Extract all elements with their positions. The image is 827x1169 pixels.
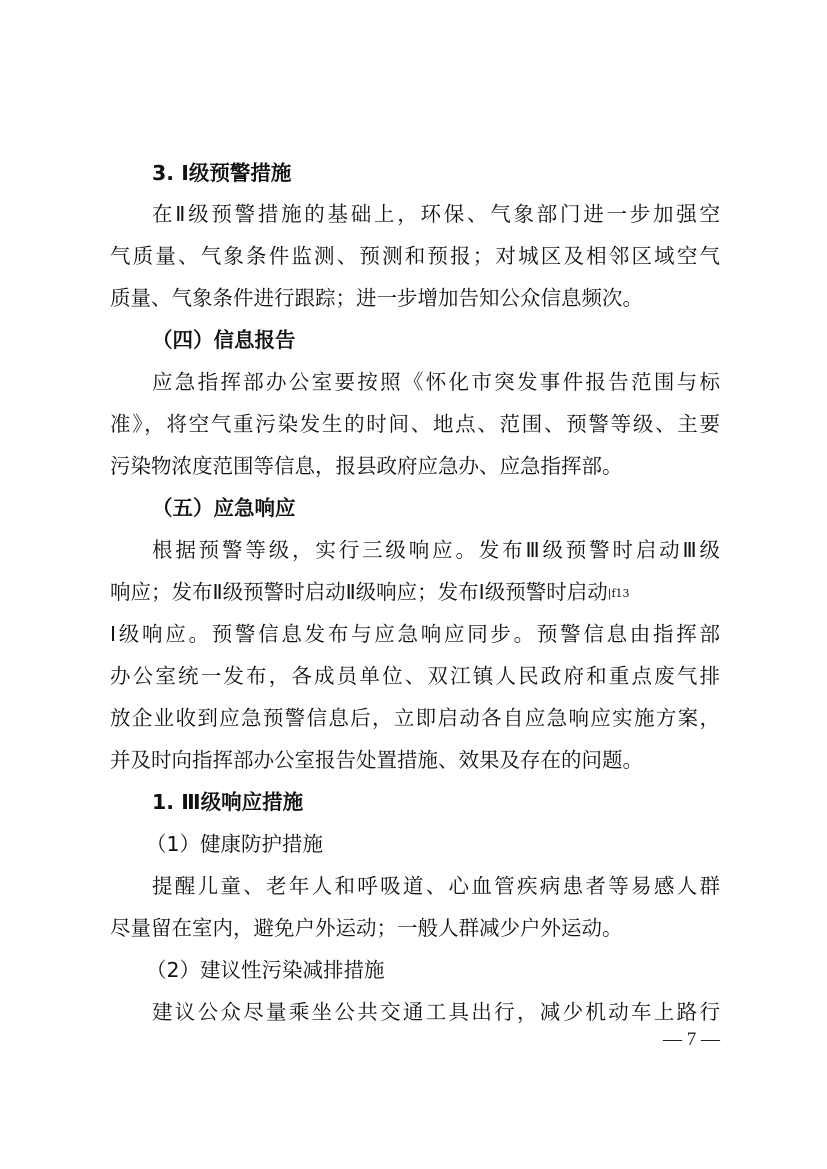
paragraph-line: 根据预警等级，实行三级响应。发布Ⅲ级预警时启动Ⅲ级	[152, 538, 720, 562]
heading-level3-response-measures: 1. Ⅲ级响应措施	[152, 790, 304, 814]
paragraph-line: 提醒儿童、老年人和呼吸道、心血管疾病患者等易感人群	[152, 874, 720, 898]
paragraph-line-text: 响应；发布Ⅱ级预警时启动Ⅱ级响应；发布Ⅰ级预警时启动	[110, 580, 608, 604]
subheading-health-protection: （1）健康防护措施	[146, 832, 324, 856]
paragraph-line: 气质量、气象条件监测、预测和预报；对城区及相邻区域空气	[110, 244, 720, 268]
heading-information-report: （四）信息报告	[152, 328, 296, 352]
heading-emergency-response: （五）应急响应	[152, 496, 296, 520]
paragraph-line: 应急指挥部办公室要按照《怀化市突发事件报告范围与标	[152, 370, 720, 394]
paragraph-line: Ⅰ级响应。预警信息发布与应急响应同步。预警信息由指挥部	[110, 622, 720, 646]
paragraph-line: 质量、气象条件进行跟踪；进一步增加告知公众信息频次。	[110, 286, 643, 310]
paragraph-line: 办公室统一发布，各成员单位、双江镇人民政府和重点废气排	[110, 664, 720, 688]
paragraph-line: 尽量留在室内，避免户外运动；一般人群减少户外运动。	[110, 916, 623, 940]
page-number: — 7 —	[663, 1029, 720, 1050]
footnote-mark: |f13	[607, 587, 630, 600]
paragraph-line: 放企业收到应急预警信息后，立即启动各自应急响应实施方案，	[110, 706, 720, 730]
paragraph-line: 在Ⅱ级预警措施的基础上，环保、气象部门进一步加强空	[152, 202, 720, 226]
paragraph-line: 并及时向指挥部办公室报告处置措施、效果及存在的问题。	[110, 748, 643, 772]
paragraph-line-with-mark	[110, 577, 720, 609]
subheading-suggested-reduction: （2）建议性污染减排措施	[146, 958, 385, 982]
paragraph-line: 建议公众尽量乘坐公共交通工具出行，减少机动车上路行	[152, 1000, 720, 1024]
paragraph-line: 准》，将空气重污染发生的时间、地点、范围、预警等级、主要	[110, 412, 720, 436]
heading-level1-warning-measures: 3. Ⅰ级预警措施	[152, 161, 292, 185]
paragraph-line: 污染物浓度范围等信息，报县政府应急办、应急指挥部。	[110, 454, 623, 478]
